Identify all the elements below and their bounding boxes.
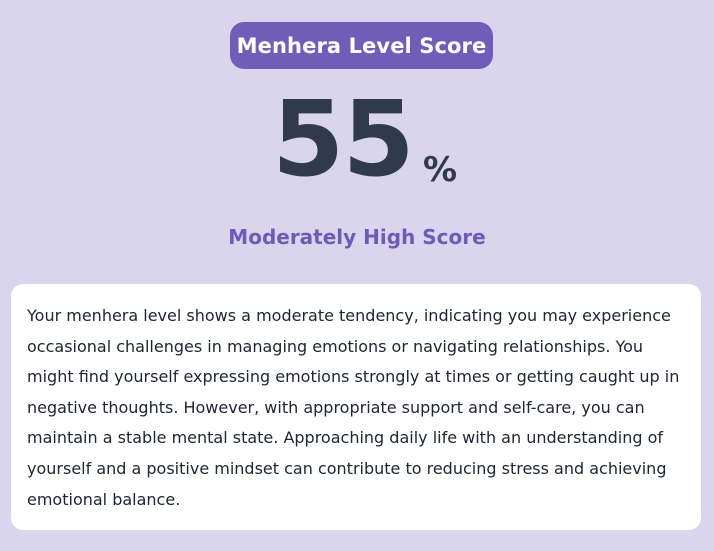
score-display xyxy=(272,77,462,202)
score-title-badge: Menhera Level Score xyxy=(230,22,493,69)
description-text: Your menhera level shows a moderate tendency, indicating you may experience occasional challenges in managing emotions or navigating relationships. You might find yourself expressing emotions strongly at times or getting caught up in negative thoughts. However, with appropriate support and self-care, you can maintain a stable mental state. Approaching daily life with an understanding of yourself and a positive mindset can contribute to reducing stress and achieving emotional balance. xyxy=(27,306,680,509)
description-card xyxy=(11,284,701,530)
level-label: Moderately High Score xyxy=(228,225,486,249)
score-value: 55 xyxy=(272,78,413,200)
score-unit: % xyxy=(423,150,458,190)
